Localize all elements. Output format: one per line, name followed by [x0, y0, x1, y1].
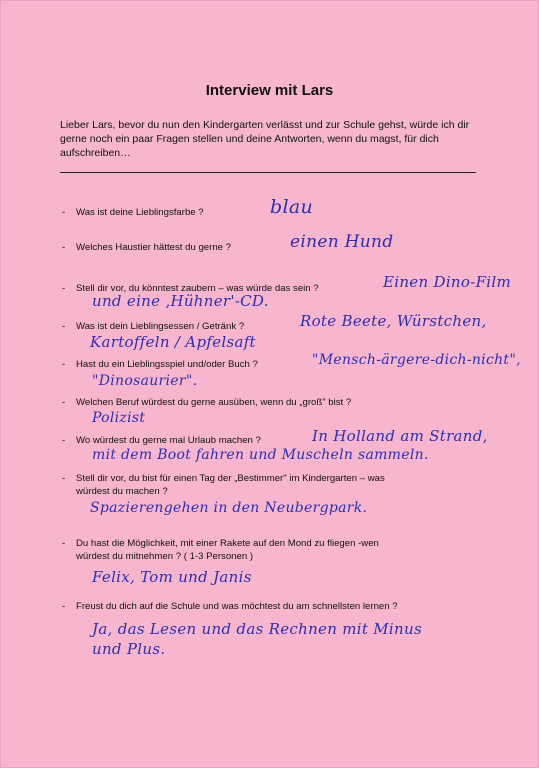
answer-2: einen Hund: [290, 232, 394, 252]
answer-7-line-2: mit dem Boot fahren und Muscheln sammeln.: [92, 447, 429, 463]
question-8-continued: [76, 485, 168, 498]
question-text: würdest du mitnehmen ? ( 1-3 Personen ): [76, 551, 254, 562]
question-text: Hast du ein Lieblingsspiel und/oder Buch ?: [76, 359, 258, 370]
question-2: [62, 241, 232, 254]
answer-5-line-1: "Mensch-ärgere-dich-nicht",: [312, 352, 521, 368]
bullet-dash: -: [62, 601, 66, 612]
answer-4-line-1: Rote Beete, Würstchen,: [300, 312, 487, 330]
question-text: Freust du dich auf die Schule und was möchtest du am schnellsten lernen ?: [76, 601, 398, 612]
question-10: [62, 600, 398, 613]
question-4: [62, 320, 245, 333]
answer-3-line-1: Einen Dino-Film: [383, 273, 512, 291]
answer-6: Polizist: [92, 410, 146, 426]
question-text: Was ist dein Lieblingsessen / Getränk ?: [76, 321, 245, 332]
answer-9: Felix, Tom und Janis: [92, 568, 252, 586]
bullet-dash: -: [62, 242, 66, 253]
question-9-continued: [76, 550, 253, 563]
question-text: Welches Haustier hättest du gerne ?: [76, 242, 232, 253]
bullet-dash: -: [62, 473, 66, 484]
answer-10-line-2: und Plus.: [92, 640, 166, 658]
bullet-dash: -: [62, 359, 66, 370]
bullet-dash: -: [62, 538, 66, 549]
question-text: würdest du machen ?: [76, 486, 168, 497]
bullet-dash: -: [62, 321, 66, 332]
answer-8: Spazierengehen in den Neubergpark.: [90, 500, 368, 516]
question-8: [62, 472, 385, 485]
question-7: [62, 434, 261, 447]
question-5: [62, 358, 258, 371]
intro-text: Lieber Lars, bevor du nun den Kindergarten verlässt und zur Schule gehst, würde ich dir gerne noch ein paar Fragen stellen und deine Antworten, wenn du magst, für dich aufschreiben…: [60, 119, 470, 159]
answer-4-line-2: Kartoffeln / Apfelsaft: [90, 333, 256, 351]
answer-3-line-2: und eine ‚Hühner'-CD.: [92, 292, 269, 310]
answer-1: blau: [270, 196, 314, 218]
question-6: [62, 396, 352, 409]
question-9: [62, 537, 379, 550]
answer-7-line-1: In Holland am Strand,: [312, 427, 488, 445]
bullet-dash: -: [62, 207, 66, 218]
question-text: Was ist deine Lieblingsfarbe ?: [76, 207, 204, 218]
answer-10-line-1: Ja, das Lesen und das Rechnen mit Minus: [92, 620, 422, 638]
bullet-dash: -: [62, 397, 66, 408]
question-text: Wo würdest du gerne mal Urlaub machen ?: [76, 435, 261, 446]
answer-5-line-2: "Dinosaurier".: [92, 373, 198, 389]
bullet-dash: -: [62, 283, 66, 294]
question-text: Stell dir vor, du könntest zaubern – was würde das sein ?: [76, 283, 319, 294]
question-1: [62, 206, 204, 219]
bullet-dash: -: [62, 435, 66, 446]
divider-line: [60, 172, 476, 173]
question-text: Du hast die Möglichkeit, mit einer Rakete auf den Mond zu fliegen -wen: [76, 538, 379, 549]
question-text: Welchen Beruf würdest du gerne ausüben, wenn du „groß" bist ?: [76, 397, 352, 408]
question-text: Stell dir vor, du bist für einen Tag der „Bestimmer" im Kindergarten – was: [76, 473, 385, 484]
page-title: Interview mit Lars: [205, 82, 334, 99]
